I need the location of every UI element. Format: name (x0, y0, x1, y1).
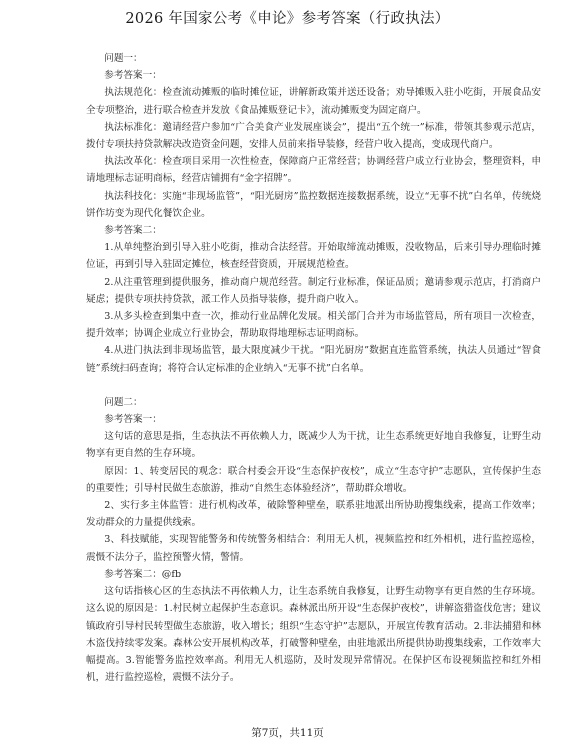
q2-a1-paragraph: 这句话的意思是指，生态执法不再依赖人力，既减少人为干扰，让生态系统更好地自我修复，让野生动物享有更自然的生存环境。 (86, 431, 541, 460)
q2-answer-2-label: 参考答案二：@fb (104, 568, 182, 580)
q1-a2-paragraph: 1.从单纯整治到引导入驻小吃街，推动合法经营。开始取缔流动摊贩，没收物品，后来引导办理临时摊位证，再到引导入驻固定摊位，核查经营资质，开展规范检查。 (86, 242, 541, 271)
question-2-heading: 问题二： (104, 396, 143, 408)
question-1-heading: 问题一： (104, 53, 143, 64)
q1-a1-paragraph: 执法标准化：邀请经营户参加“广合美食产业发展座谈会”，提出“五个统一”标准，带领其参观示范店，拨付专项扶持贷款解决改造资金问题，安排人员前来指导装修，经营户收入提高，变成现代商户。 (86, 121, 541, 151)
q1-a2-paragraph: 3.从多头检查到集中查一次，推动行业品牌化发展。相关部门合并为市场监管局，所有项目一次检查，提升效率；协调企业成立行业协会，帮助取得地理标志证明商标。 (86, 311, 541, 340)
q1-a2-paragraph: 4.从进门执法到非现场监管，最大限度减少干扰。“阳光厨房”数据直连监管系统，执法人员通过“智食链”系统扫码查询；将符合认定标准的企业纳入“无事不扰”白名单。 (86, 345, 541, 374)
q2-answer-1-label: 参考答案一： (104, 414, 162, 426)
document-body (86, 50, 541, 686)
q2-a1-paragraph: 2、实行多主体监管：进行机构改革，破除警种壁垒，联系驻地派出所协助搜集线索，提高工作效率；发动群众的力量提供线索。 (86, 500, 541, 529)
q1-answer-2-label: 参考答案二： (104, 225, 162, 237)
page-title: 2026 年国家公考《申论》参考答案（行政执法） (125, 11, 450, 27)
q2-a1-paragraph: 原因：1、转变居民的观念：联合村委会开设“生态保护夜校”，成立“生态守护”志愿队，宣传保护生态的重要性；引导村民做生态旅游，推动“自然生态体验经济”，帮助群众增收。 (86, 465, 541, 494)
q1-a2-paragraph: 2.从注重管理到提供服务，推动商户规范经营。制定行业标准，保证品质；邀请参观示范店，打消商户疑虑；提供专项扶持贷款，派工作人员指导装修，提升商户收入。 (86, 276, 541, 305)
question-1-section (86, 50, 541, 377)
q1-a1-paragraph: 执法科技化：实施“非现场监管”，“阳光厨房”监控数据连接数据系统，设立“无事不扰”白名单，传统烧饼作坊变为现代化餐饮企业。 (86, 190, 541, 219)
q2-a1-paragraph: 3、科技赋能，实现智能警务和传统警务相结合：利用无人机，视频监控和红外相机，进行监控巡检，震慑不法分子，监控预警火情，警情。 (86, 534, 541, 563)
page-number: 第7页，共11页 (251, 727, 324, 739)
question-2-section (86, 394, 541, 686)
q1-answer-1-label: 参考答案一： (104, 70, 162, 82)
q1-a1-paragraph: 执法改革化：检查项目采用一次性检查，保障商户正常经营；协调经营户成立行业协会，整理资料，申请地理标志证明商标，经营店铺拥有“金字招牌”。 (86, 156, 541, 185)
q1-a1-paragraph: 执法规范化：检查流动摊贩的临时摊位证，讲解新政策并送还设备；劝导摊贩入驻小吃街，开展食品安全专项整治，进行联合检查并发放《食品摊贩登记卡》，流动摊贩变为固定商户。 (86, 87, 541, 116)
q2-a2-paragraph: 这句话指核心区的生态执法不再依赖人力，让生态系统自我修复，让野生动物享有更自然的生存环境。这么说的原因是：1.村民树立起保护生态意识。森林派出所开设“生态保护夜校”，讲解盗猎盗伐危害；建议镇政府引导村民转型做生态旅游，收入增长；组织“生态守护”志愿队，开展宣传教育活动。2.非法捕猎和林木盗伐持续零发案。森林公安开展机构改革，打破警种壁垒，由驻地派出所提供协助搜集线索，工作效率大幅提高。3.智能警务监控效率高。利用无人机巡防，及时发现异常情况。在保护区布设视频监控和红外相机，进行监控巡检，震慑不法分子。 (86, 586, 541, 684)
section-spacer (86, 377, 541, 394)
